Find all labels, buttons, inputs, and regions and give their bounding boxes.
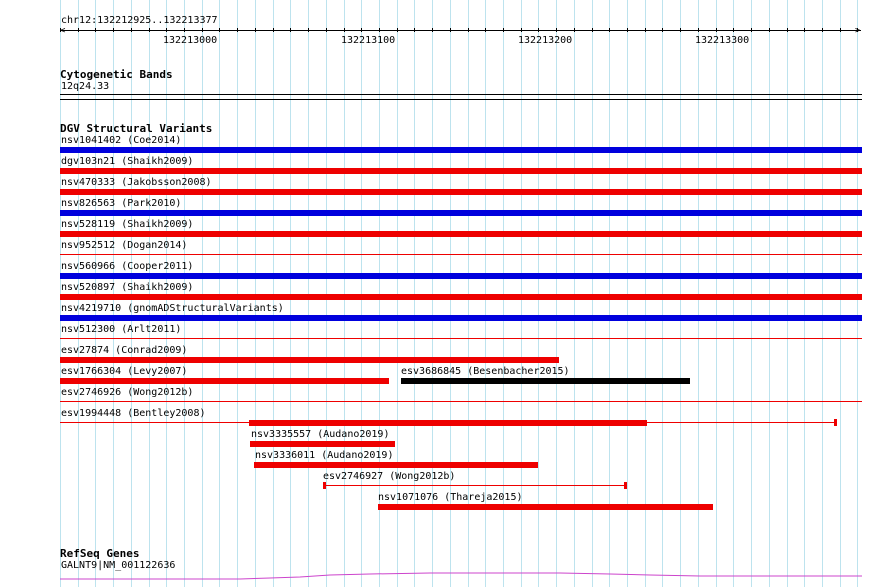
- feature-bar[interactable]: [60, 338, 862, 339]
- feature-bar[interactable]: [60, 210, 862, 216]
- ruler-tick: [716, 28, 717, 32]
- ruler-right-arrow: >: [855, 26, 861, 36]
- ruler-tick: [627, 28, 628, 32]
- feature-label[interactable]: esv3686845 (Besenbacher2015): [401, 366, 570, 377]
- feature-start-block[interactable]: [323, 482, 326, 489]
- feature-label[interactable]: esv2746927 (Wong2012b): [323, 471, 456, 482]
- ruler-tick: [521, 28, 522, 32]
- feature-end-block[interactable]: [624, 482, 627, 489]
- feature-label[interactable]: nsv512300 (Arlt2011): [61, 324, 182, 335]
- feature-bar[interactable]: [60, 231, 862, 237]
- track-title-dgv[interactable]: DGV Structural Variants: [60, 122, 213, 135]
- ruler-tick: [184, 28, 185, 32]
- feature-label[interactable]: esv1994448 (Bentley2008): [61, 408, 206, 419]
- ruler-tick: [290, 28, 291, 32]
- feature-label[interactable]: nsv470333 (Jakobsson2008): [61, 177, 212, 188]
- feature-label[interactable]: nsv560966 (Cooper2011): [61, 261, 194, 272]
- feature-bar[interactable]: [250, 441, 395, 447]
- ruler-tick: [769, 28, 770, 32]
- feature-bar[interactable]: [60, 357, 559, 363]
- ruler-tick: [326, 28, 327, 32]
- ruler-tick: [219, 28, 220, 32]
- feature-label[interactable]: esv2746926 (Wong2012b): [61, 387, 194, 398]
- cytoband-line-top: [60, 94, 862, 95]
- feature-label[interactable]: dgv103n21 (Shaikh2009): [61, 156, 194, 167]
- ruler-tick: [255, 28, 256, 32]
- feature-label[interactable]: nsv1071076 (Thareja2015): [378, 492, 523, 503]
- ruler-tick: [95, 28, 96, 32]
- tick-label-132213100: 132213100: [341, 35, 396, 46]
- gene-intron-line[interactable]: [60, 573, 862, 579]
- ruler-tick: [149, 28, 150, 32]
- ruler-tick: [574, 28, 575, 32]
- feature-bar[interactable]: [401, 378, 690, 384]
- feature-bar[interactable]: [60, 294, 862, 300]
- ruler-tick: [538, 28, 539, 32]
- ruler-axis: [61, 30, 861, 31]
- tick-label-132213200: 132213200: [518, 35, 573, 46]
- feature-label[interactable]: nsv1041402 (Coe2014): [61, 135, 182, 146]
- tick-label-132213000: 132213000: [163, 35, 218, 46]
- feature-bar[interactable]: [249, 420, 647, 426]
- gene-label[interactable]: GALNT9|NM_001122636: [61, 560, 176, 571]
- ruler-tick: [503, 28, 504, 32]
- feature-label[interactable]: esv1766304 (Levy2007): [61, 366, 188, 377]
- feature-label[interactable]: nsv3335557 (Audano2019): [251, 429, 390, 440]
- ruler-tick: [468, 28, 469, 32]
- ruler-tick: [645, 28, 646, 32]
- ruler-tick: [344, 28, 345, 32]
- feature-bar[interactable]: [60, 254, 862, 255]
- ruler-tick: [113, 28, 114, 32]
- feature-label[interactable]: nsv826563 (Park2010): [61, 198, 182, 209]
- ruler-tick: [840, 28, 841, 32]
- ruler-tick: [131, 28, 132, 32]
- cytoband-label[interactable]: 12q24.33: [61, 81, 110, 92]
- ruler-left-arrow: <: [60, 26, 66, 36]
- ruler-tick: [485, 28, 486, 32]
- tick-label-132213300: 132213300: [695, 35, 750, 46]
- ruler-tick: [78, 28, 79, 32]
- feature-label[interactable]: nsv952512 (Dogan2014): [61, 240, 188, 251]
- ruler-tick: [751, 28, 752, 32]
- track-title-refseq[interactable]: RefSeq Genes: [60, 547, 140, 560]
- ruler-tick: [662, 28, 663, 32]
- location-label: chr12:132212925..132213377: [61, 15, 218, 26]
- ruler-tick: [822, 28, 823, 32]
- ruler-tick: [414, 28, 415, 32]
- ruler-tick: [450, 28, 451, 32]
- ruler-tick: [237, 28, 238, 32]
- feature-label[interactable]: esv27874 (Conrad2009): [61, 345, 188, 356]
- feature-label[interactable]: nsv528119 (Shaikh2009): [61, 219, 194, 230]
- ruler-tick: [698, 28, 699, 32]
- feature-connector[interactable]: [323, 485, 627, 486]
- ruler-tick: [166, 28, 167, 32]
- feature-bar[interactable]: [378, 504, 713, 510]
- ruler-tick: [804, 28, 805, 32]
- feature-bar[interactable]: [60, 315, 862, 321]
- feature-bar[interactable]: [60, 378, 389, 384]
- ruler-tick: [556, 28, 557, 32]
- feature-bar[interactable]: [60, 401, 862, 402]
- ruler-tick: [432, 28, 433, 32]
- feature-label[interactable]: nsv520897 (Shaikh2009): [61, 282, 194, 293]
- ruler-tick: [308, 28, 309, 32]
- feature-bar[interactable]: [60, 147, 862, 153]
- ruler-tick: [273, 28, 274, 32]
- ruler-tick: [733, 28, 734, 32]
- ruler-tick: [609, 28, 610, 32]
- feature-end-block[interactable]: [834, 419, 837, 426]
- ruler-tick: [680, 28, 681, 32]
- ruler-tick: [202, 28, 203, 32]
- feature-label[interactable]: nsv3336011 (Audano2019): [255, 450, 394, 461]
- track-title-cytobands[interactable]: Cytogenetic Bands: [60, 68, 173, 81]
- feature-label[interactable]: nsv4219710 (gnomADStructuralVariants): [61, 303, 284, 314]
- ruler-tick: [397, 28, 398, 32]
- cytoband-line-bottom: [60, 99, 862, 100]
- feature-bar[interactable]: [60, 168, 862, 174]
- ruler-tick: [592, 28, 593, 32]
- feature-bar[interactable]: [60, 273, 862, 279]
- feature-bar[interactable]: [60, 189, 862, 195]
- ruler-tick: [379, 28, 380, 32]
- ruler-tick: [361, 28, 362, 32]
- ruler-tick: [787, 28, 788, 32]
- gene-model[interactable]: [0, 568, 890, 587]
- feature-bar[interactable]: [254, 462, 538, 468]
